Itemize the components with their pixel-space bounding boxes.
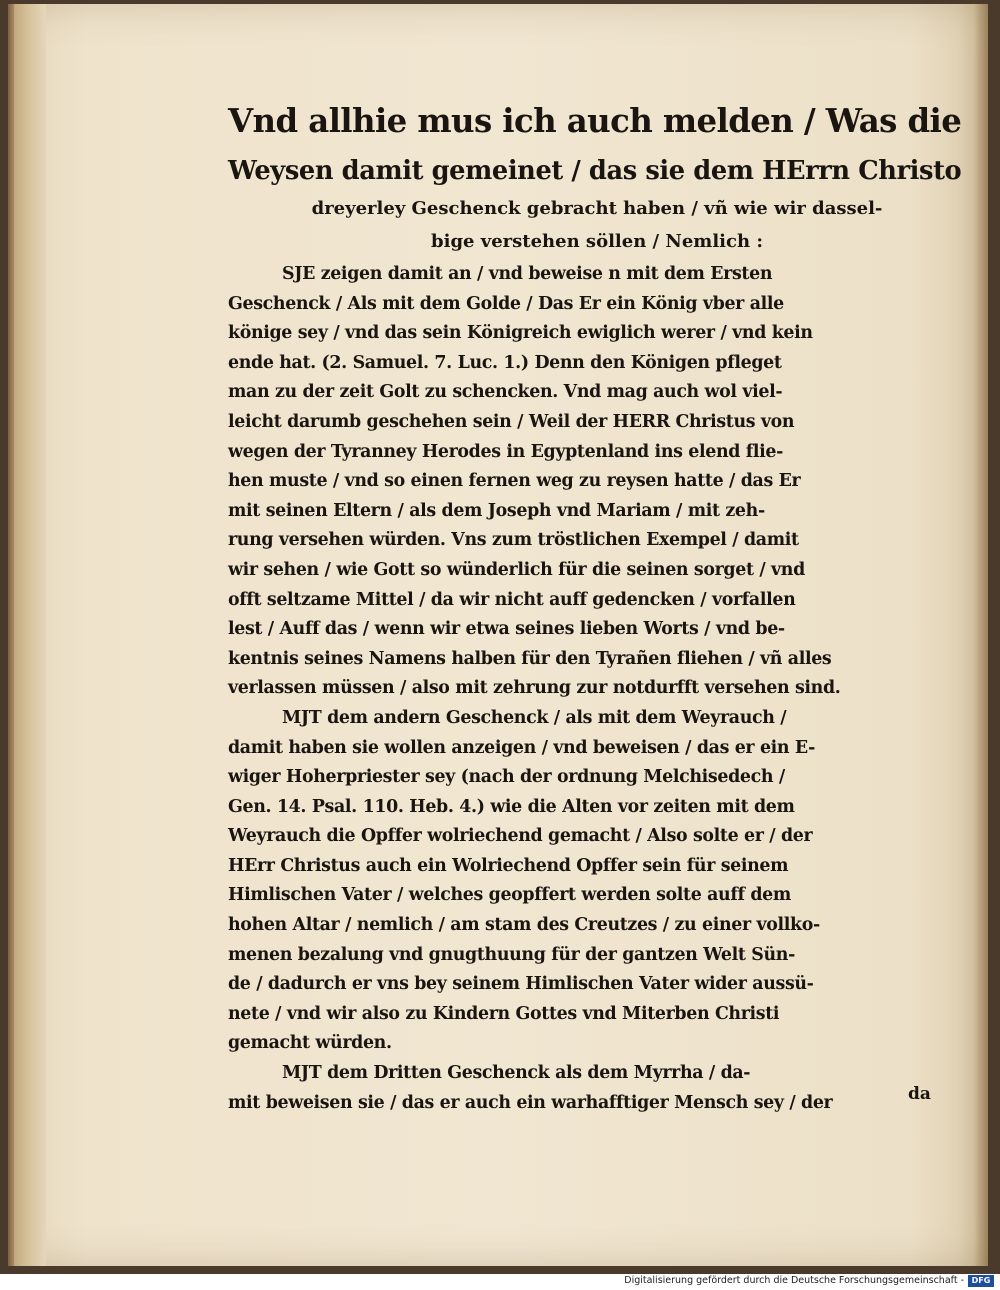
text-line: wegen der Tyranney Herodes in Egyptenland ins elend flie- <box>228 441 783 462</box>
text-line: rung versehen würden. Vns zum tröstlichen Exempel / damit <box>228 530 799 551</box>
digitization-footer <box>0 1274 1000 1290</box>
text-line: MJT dem andern Geschenck / als mit dem Weyrauch / <box>282 707 787 728</box>
text-line: verlassen müssen / also mit zehrung zur notdurfft versehen sind. <box>228 678 841 699</box>
text-line: wiger Hoherpriester sey (nach der ordnung Melchisedech / <box>228 767 785 788</box>
text-line: menen bezalung vnd gnugthuung für der gantzen Welt Sün- <box>228 944 795 965</box>
text-line: Geschenck / Als mit dem Golde / Das Er ein König vber alle <box>228 293 784 314</box>
text-line: SJE zeigen damit an / vnd beweise n mit dem Ersten <box>282 264 773 284</box>
text-line: gemacht würden. <box>228 1033 392 1054</box>
heading-line-2: Weysen damit gemeinet / das sie dem HErrn Christo <box>228 156 962 186</box>
text-line: mit seinen Eltern / als dem Joseph vnd Mariam / mit zeh- <box>228 500 765 521</box>
text-line: hohen Altar / nemlich / am stam des Creutzes / zu einer vollko- <box>228 915 820 936</box>
heading-line-3: dreyerley Geschenck gebracht haben / vñ wie wir dassel- <box>311 198 883 219</box>
text-line: offt seltzame Mittel / da wir nicht auff gedencken / vorfallen <box>228 589 796 610</box>
text-line: man zu der zeit Golt zu schencken. Vnd mag auch wol viel- <box>228 382 783 403</box>
text-line: kentnis seines Namens halben für den Tyrañen fliehen / vñ alles <box>228 648 832 669</box>
text-line: HErr Christus auch ein Wolriechend Opffer sein für seinem <box>228 855 789 876</box>
text-line: lest / Auff das / wenn wir etwa seines lieben Worts / vnd be- <box>228 619 785 640</box>
text-line: Himlischen Vater / welches geopffert werden solte auff dem <box>228 885 791 906</box>
text-line: wir sehen / wie Gott so wünderlich für die seinen sorget / vnd <box>228 559 805 580</box>
heading-line-1: Vnd allhie mus ich auch melden / Was die <box>228 102 962 140</box>
text-line: nete / vnd wir also zu Kindern Gottes vnd Miterben Christi <box>228 1003 780 1024</box>
text-line: mit beweisen sie / das er auch ein warhafftiger Mensch sey / der <box>228 1092 833 1113</box>
funding-credit: Digitalisierung gefördert durch die Deutsche Forschungsgemeinschaft - <box>624 1275 964 1286</box>
text-line: Weyrauch die Opffer wolriechend gemacht / Also solte er / der <box>228 826 813 847</box>
text-line: damit haben sie wollen anzeigen / vnd beweisen / das er ein E- <box>228 737 816 758</box>
text-line: Gen. 14. Psal. 110. Heb. 4.) wie die Alten vor zeiten mit dem <box>228 796 795 817</box>
text-line: hen muste / vnd so einen fernen weg zu reysen hatte / das Er <box>228 471 801 492</box>
binding-edge <box>8 4 14 1266</box>
text-line: ende hat. (2. Samuel. 7. Luc. 1.) Denn den Königen pfleget <box>228 352 782 373</box>
text-line: MJT dem Dritten Geschenck als dem Myrrha / da- <box>282 1063 751 1084</box>
text-line: leicht darumb geschehen sein / Weil der HERR Christus von <box>228 411 795 432</box>
dfg-logo[interactable]: DFG <box>968 1275 994 1287</box>
text-line: könige sey / vnd das sein Königreich ewiglich werer / vnd kein <box>228 323 813 344</box>
page-fore-edge <box>974 4 988 1266</box>
text-line: de / dadurch er vns bey seinem Himlischen Vater wider aussü- <box>228 974 814 995</box>
heading-line-4: bige verstehen söllen / Nemlich : <box>431 231 763 252</box>
catchword: da <box>908 1084 931 1104</box>
page-text-block <box>228 92 966 1118</box>
